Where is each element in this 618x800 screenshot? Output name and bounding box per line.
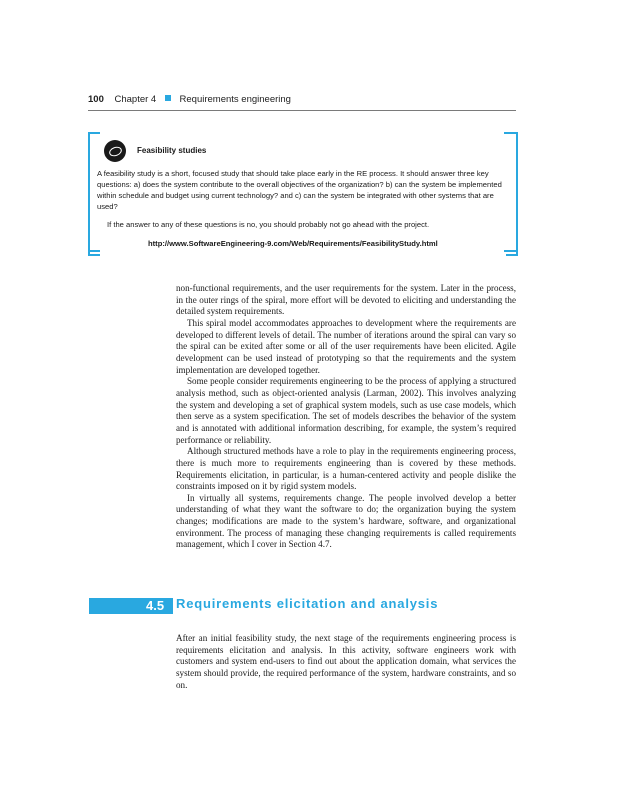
chapter-title: Requirements engineering <box>179 94 291 105</box>
callout-url-link[interactable]: http://www.SoftwareEngineering-9.com/Web/Requirements/FeasibilityStudy.html <box>148 239 438 248</box>
section-title: Requirements elicitation and analysis <box>176 596 439 611</box>
callout-right-bracket <box>506 132 518 256</box>
section-body <box>176 633 516 691</box>
callout-conclusion: If the answer to any of these questions is no, you should probably not go ahead with the project. <box>107 220 430 229</box>
running-header <box>88 94 516 111</box>
page-number: 100 <box>88 94 104 105</box>
callout-top-gap <box>100 128 504 138</box>
feasibility-icon <box>104 140 126 162</box>
header-square-icon <box>165 95 171 101</box>
paragraph: In virtually all systems, requirements change. The people involved develop a better understanding of what they want the software to do; the organization buying the system changes; modifications are made to the system’s hardware, software, and organizational environment. The process of managing these changing requirements is called requirements management, which I cover in Section 4.7. <box>176 492 516 550</box>
callout-text: A feasibility study is a short, focused study that should take place early in the RE process. It should answer three key questions: a) does the system contribute to the overall objectives of the organization? b) can the system be implemented within schedule and budget using current technology? and c) can the system be integrated with other systems that are used? <box>97 169 502 211</box>
callout-title: Feasibility studies <box>137 146 207 155</box>
chapter-label: Chapter 4 <box>114 94 157 105</box>
paragraph: non-functional requirements, and the user requirements for the system. Later in the process, in the outer rings of the spiral, more effort will be devoted to eliciting and understanding the detailed system requirements. <box>176 283 516 317</box>
body-text <box>176 283 516 551</box>
section-number: 4.5 <box>146 598 165 613</box>
paragraph: Some people consider requirements engineering to be the process of applying a structured analysis method, such as object-oriented analysis (Larman, 2002). This involves analyzing the system and developing a set of graphical system models, such as use case models, which then serve as a system specification. The set of models describes the behavior of the system and is annotated with additional information describing, for example, the system’s required performance or reliability. <box>176 376 516 445</box>
paragraph: Although structured methods have a role to play in the requirements engineering process, there is much more to requirements engineering than is covered by these methods. Requirements elicitation, in particular, is a human-centered activity and people dislike the constraints imposed on it by rigid system models. <box>176 446 516 492</box>
paragraph: After an initial feasibility study, the next stage of the requirements engineering process is requirements elicitation and analysis. In this activity, software engineers work with customers and system end-users to find out about the application domain, what services the system should provide, the required performance of the system, hardware constraints, and so on. <box>176 633 516 690</box>
paragraph: This spiral model accommodates approaches to development where the requirements are developed to different levels of detail. The number of iterations around the spiral can vary so the spiral can be exited after some or all of the user requirements have been elicited. Agile development can be used instead of prototyping so that the requirements and the system implementation are developed together. <box>176 317 516 375</box>
